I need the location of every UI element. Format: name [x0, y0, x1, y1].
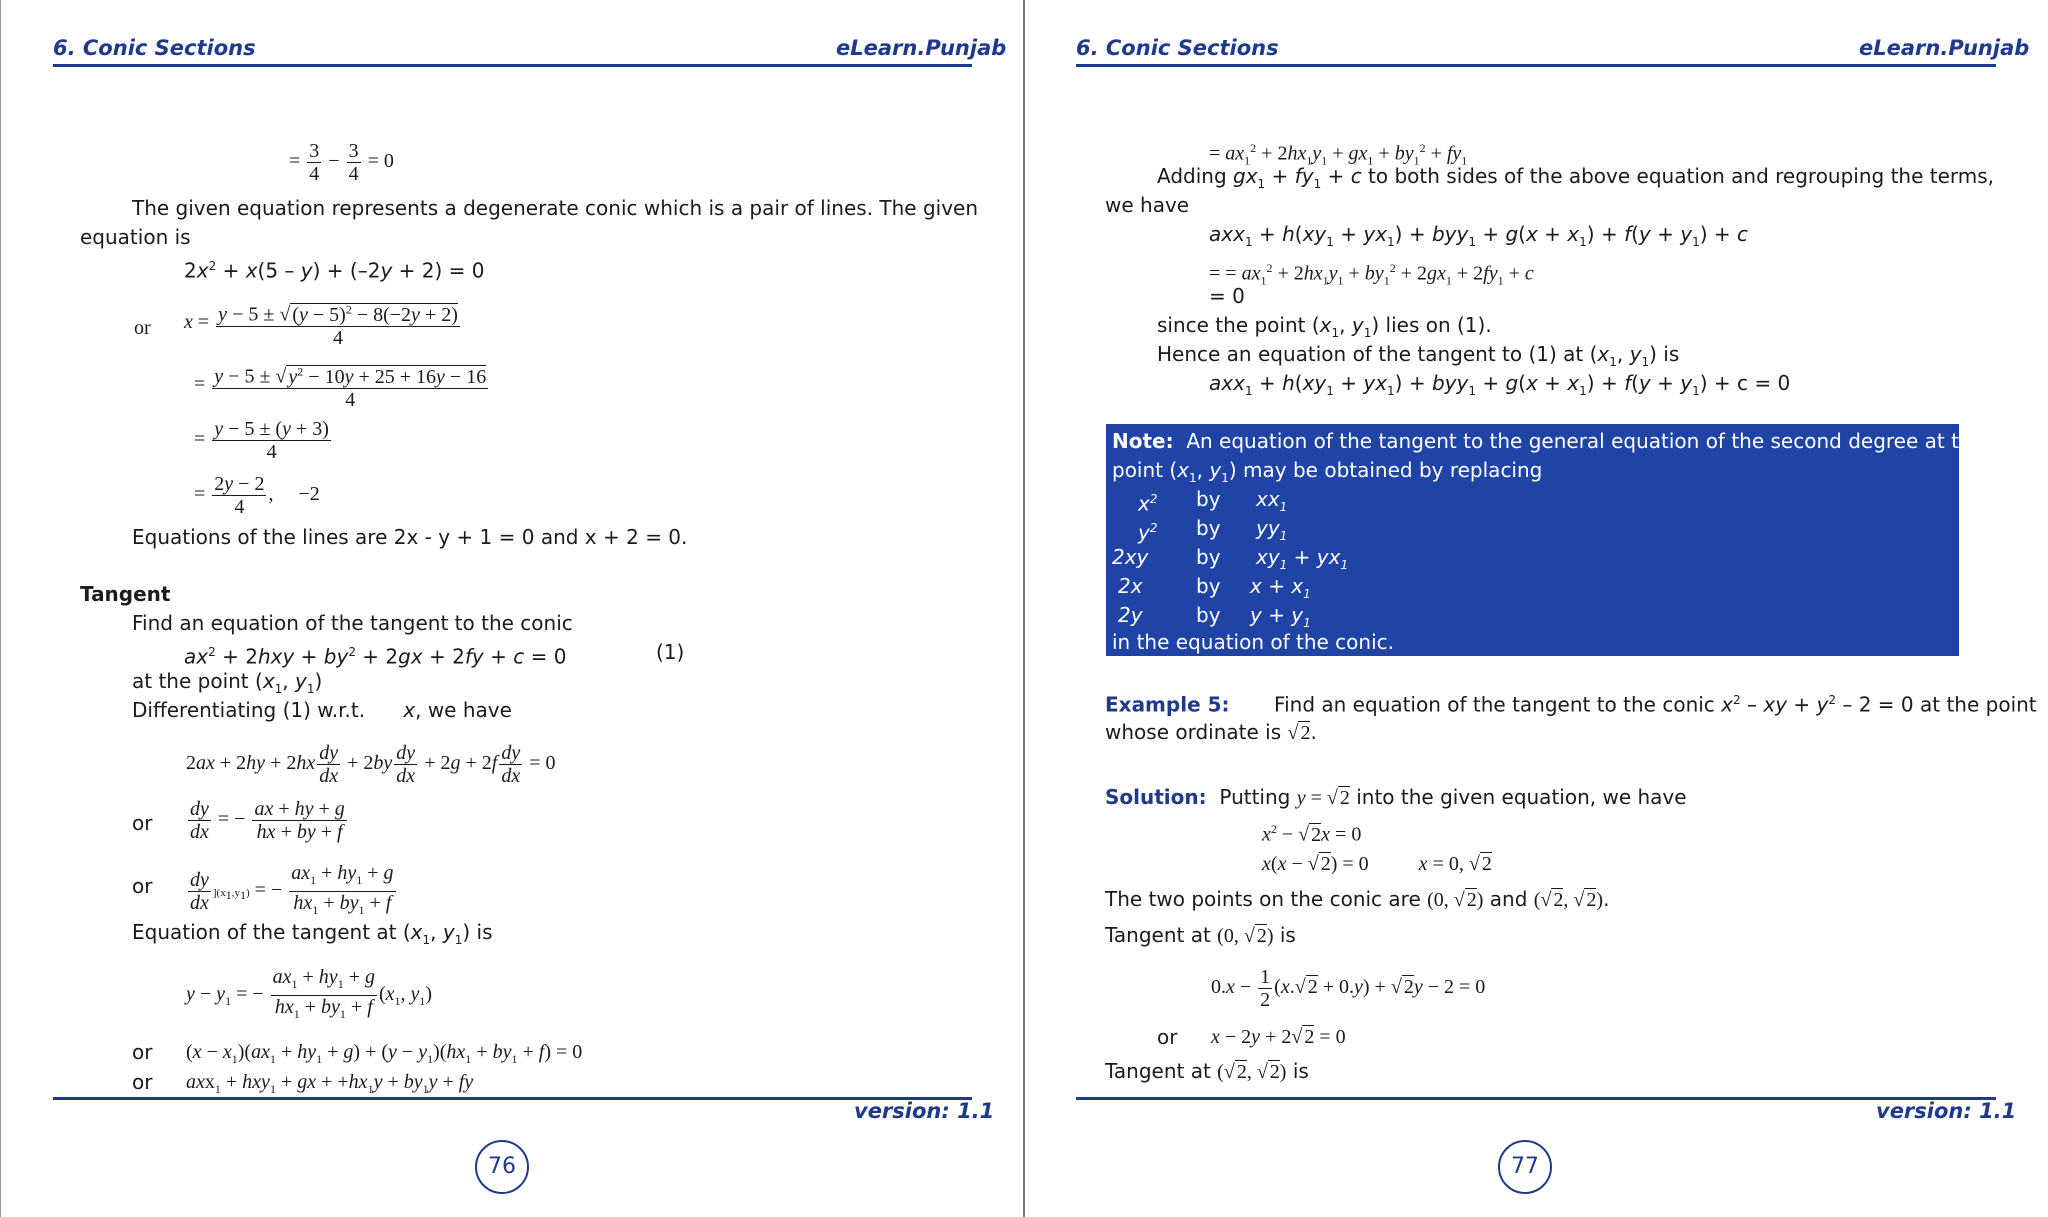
note-term: 2x	[1118, 574, 1143, 598]
example-line-1: Example 5: Find an equation of the tangent to the conic $x^2$ – xy + $y^2 - 2 = 0$ at the point	[1105, 692, 2037, 717]
or-label: or	[1157, 1025, 1178, 1049]
header-brand: eLearn.Punjab	[1859, 36, 2030, 60]
math-line: x = $\frac{y - 5 \pm √ (y - 5)^2 - 8(-2y + 2)}{4}$	[184, 298, 462, 349]
note-by: by	[1196, 516, 1221, 540]
note-term: 2y	[1118, 603, 1143, 627]
tangent-at-line: Equation of the tangent at ($x_1$, $y_1$) is	[132, 920, 493, 947]
adding-line: Adding $gx_1 + fy_1 + c$ to both sides of the above equation and regrouping the terms,	[1157, 164, 1995, 191]
header-rule	[53, 64, 972, 67]
math-line: 0.x − $\frac{1}{2}$ (x.√ 2 + 0.y) + √ 2y − 2 = 0	[1211, 966, 1486, 1011]
header-section-title: 6. Conic Sections	[53, 36, 256, 60]
note-box	[1106, 424, 1984, 656]
note-term: $y^2$	[1138, 520, 1158, 545]
example-line-2: whose ordinate is √ 2.	[1105, 720, 1317, 744]
note-replacement: $xy_1 + yx_1$	[1256, 545, 1349, 572]
differentiating-line: Differentiating (1) w.r.t. x, we have	[132, 698, 512, 722]
math-line: $(x - x_1)(ax_1 + hy_1 + g) + (y - y_1)(hx_1 + by_1 + f) = 0$	[186, 1041, 583, 1066]
math-line: = $\frac{y - 5 \pm (y + 3)}{4}$	[194, 418, 329, 463]
math-line: = $\frac{2y - 2}{4}$ , −2	[194, 473, 320, 518]
math-line: $y - y_1$ = − $\frac{ax_1 + hy_1 + g}{hx_1 + by_1 + f}$ ($x_1$, $y_1$)	[186, 966, 433, 1021]
math-line: $axx_1 + h(xy_1 + yx_1) + byy_1 + g(x + x_1) + f(y + y_1) + c = 0$	[1209, 371, 1791, 398]
tangent-heading: Tangent	[80, 582, 171, 606]
note-replacement: $y + y_1$	[1250, 603, 1311, 630]
note-text-1: Note: An equation of the tangent to the general equation of the second degree at the	[1112, 429, 1984, 453]
note-text-2: point ($x_1$, $y_1$) may be obtained by replacing	[1112, 458, 1543, 485]
solution-line: Solution: Putting y = √ 2 into the given equation, we have	[1105, 785, 1687, 809]
math-line: 2ax + 2hy + 2hx $\frac{dy}{dx}$ + 2by $\frac{dy}{dx}$ + 2g + 2f $\frac{dy}{dx}$ = 0	[186, 742, 556, 787]
footer-version: version: 1.1	[1876, 1099, 2017, 1123]
page-number: 77	[1498, 1140, 1552, 1194]
note-replacement: $yy_1$	[1256, 516, 1288, 543]
math-line: $x^2$ − √ 2x = 0	[1262, 822, 1362, 846]
header-rule	[1076, 64, 1996, 67]
we-have: we have	[1105, 193, 1190, 217]
equation-label: (1)	[656, 640, 685, 664]
footer-rule	[1076, 1097, 1996, 1100]
note-by: by	[1196, 545, 1221, 569]
note-by: by	[1196, 487, 1221, 511]
note-replacement: $xx_1$	[1256, 487, 1288, 514]
math-line: = $ax_1^2 + 2hx_1y_1 + gx_1 + by_1^2 + fy_1$	[1209, 141, 1468, 168]
math-line: = $\frac{3}{4}$ − $\frac{3}{4}$ = 0	[289, 140, 394, 185]
math-line: x − 2y + 2√ 2 = 0	[1211, 1026, 1346, 1048]
page-number: 76	[475, 1140, 529, 1194]
note-term: $x^2$	[1138, 491, 1158, 516]
math-line: $\frac{dy}{dx}$ ]$(x_1,y_1)$ = − $\frac{ax_1 + hy_1 + g}{hx_1 + by_1 + f}$	[190, 862, 394, 917]
tangent-intro: Find an equation of the tangent to the conic	[132, 611, 573, 635]
degenerate-text-1: The given equation represents a degenerate conic which is a pair of lines. The given	[132, 196, 979, 220]
hence-line: Hence an equation of the tangent to (1) at ($x_1$, $y_1$) is	[1157, 342, 1680, 369]
or-label: or	[134, 317, 151, 339]
conic-equation: $ax^2 + 2hxy + by^2 + 2gx + 2fy + c = 0$	[184, 644, 567, 669]
at-point-line: at the point ($x_1$, $y_1$)	[132, 669, 323, 696]
degenerate-text-2: equation is	[80, 225, 191, 249]
math-line: x(x − √ 2) = 0 x = 0, √ 2	[1262, 853, 1492, 875]
note-term: 2xy	[1112, 545, 1149, 569]
footer-version: version: 1.1	[854, 1099, 995, 1123]
math-line: = $\frac{y - 5 \pm √ y^2 - 10y + 25 + 16y - 16}{4}$	[194, 360, 490, 411]
math-line: = = $ax_1^2 + 2hx_1y_1 + by_1^2 + 2gx_1 + 2fy_1 + c$	[1209, 261, 1534, 288]
header-section-title: 6. Conic Sections	[1076, 36, 1279, 60]
note-by: by	[1196, 603, 1221, 627]
math-line: axx$_1$ + hxy$_1$ + gx + $+hx_1y + by_1y$ + fy	[186, 1071, 474, 1096]
or-label: or	[132, 874, 153, 898]
two-points-line: The two points on the conic are (0, √ 2) and (√ 2, √ 2).	[1105, 887, 1610, 911]
or-label: or	[132, 1070, 153, 1094]
note-by: by	[1196, 574, 1221, 598]
math-line: $\frac{dy}{dx}$ = − $\frac{ax + hy + g}{hx + by + f}$	[190, 798, 345, 843]
since-point-line: since the point ($x_1$, $y_1$) lies on (1).	[1157, 313, 1492, 340]
lines-result: Equations of the lines are 2x - y + 1 = 0 and x + 2 = 0.	[132, 525, 688, 549]
math-line: = 0	[1209, 284, 1245, 308]
page-right	[1025, 0, 2048, 1217]
note-replacement: $x + x_1$	[1250, 574, 1311, 601]
math-line: $2x^2 + x(5 - y) + (-2y + 2) = 0$	[184, 258, 485, 283]
or-label: or	[132, 811, 153, 835]
footer-rule	[53, 1097, 972, 1100]
or-label: or	[132, 1040, 153, 1064]
note-closing: in the equation of the conic.	[1112, 630, 1395, 654]
header-brand: eLearn.Punjab	[836, 36, 1007, 60]
math-line: $axx_1 + h(xy_1 + yx_1) + byy_1 + g(x + x_1) + f(y + y_1) + c$	[1209, 222, 1749, 249]
tangent-at-line: Tangent at (0, √ 2) is	[1105, 923, 1296, 947]
tangent-at-line: Tangent at (√ 2, √ 2) is	[1105, 1059, 1309, 1083]
